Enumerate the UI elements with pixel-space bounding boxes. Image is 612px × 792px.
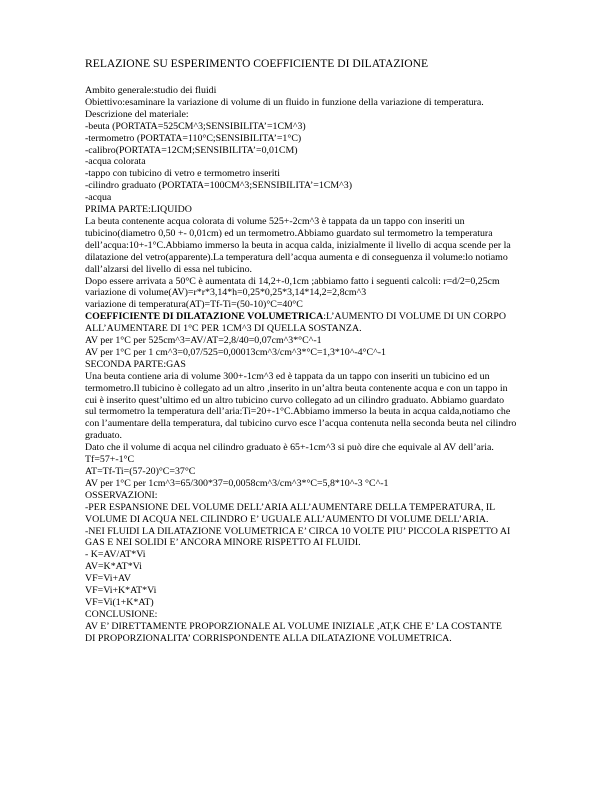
text-line: sul termometro la temperatura dell’aria:Ti=20+-1°C.Abbiamo immerso la beuta in acqua calda,notiamo che [85, 406, 511, 418]
text-line [85, 311, 555, 323]
text-line: AV E’ DIRETTAMENTE PROPORZIONALE AL VOLUME INIZIALE ,AT,K CHE E’ LA COSTANTE [85, 620, 502, 632]
text-line: variazione di temperatura(AT)=Tf-Ti=(50-10)°C=40°C [85, 299, 303, 311]
text-line: termometro.Il tubicino è collegato ad un altro ,inserito in un’altra beuta contenente acqua e con un tappo in [85, 382, 508, 394]
text-line: VF=Vi+K*AT*Vi [85, 585, 157, 597]
text-line: AV per 1°C per 525cm^3=AV/AT=2,8/40=0,07cm^3*°C^-1 [85, 335, 322, 347]
text-line: AV=K*AT*Vi [85, 561, 142, 573]
text-line: AV per 1°C per 1 cm^3=0,07/525=0,00013cm^3/cm^3*°C=1,3*10^-4°C^-1 [85, 346, 386, 358]
text-line: dall’alzarsi del livello di essa nel tubicino. [85, 263, 253, 275]
text-line: Una beuta contiene aria di volume 300+-1cm^3 ed è tappata da un tappo con inseriti un tubicino ed un [85, 370, 490, 382]
text-line: dell’acqua:10+-1°C.Abbiamo immerso la beuta in acqua calda, inizialmente il livello di acqua scende per la [85, 239, 511, 251]
text-line: -cilindro graduato (PORTATA=100CM^3;SENSIBILITA’=1CM^3) [85, 180, 353, 192]
text-line: AV per 1°C per 1cm^3=65/300*37=0,0058cm^3/cm^3*°C=5,8*10^-3 °C^-1 [85, 477, 389, 489]
text-line: Descrizione del materiale: [85, 108, 189, 120]
text-line: dilatazione del vetro(apparente).La temperatura dell’acqua aumenta e di conseguenza il volume:lo notiamo [85, 251, 508, 263]
definition-text: :L’AUMENTO DI VOLUME DI UN CORPO [323, 311, 507, 323]
bold-term: COEFFICIENTE DI DILATAZIONE VOLUMETRICA [85, 311, 324, 323]
text-line: graduato. [85, 430, 123, 442]
text-line: DI PROPORZIONALITA’ CORRISPONDENTE ALLA DILATAZIONE VOLUMETRICA. [85, 632, 452, 644]
text-line: AT=Tf-Ti=(57-20)°C=37°C [85, 466, 196, 477]
text-line: variazione di volume(AV)=r*r*3,14*h=0,25*0,25*3,14*14,2=2,8cm^3 [85, 287, 367, 299]
text-line: cui è inserito quest’ultimo ed un altro tubicino curvo collegato ad un cilindro graduato. Abbiamo guardato [85, 394, 505, 406]
text-line: GAS E NEI SOLIDI E’ ANCORA MINORE RISPETTO AI FLUIDI. [85, 537, 361, 549]
text-line: Obiettivo:esaminare la variazione di volume di un fluido in funzione della variazione di temperatura. [85, 96, 484, 108]
document-title: RELAZIONE SU ESPERIMENTO COEFFICIENTE DI DILATAZIONE [85, 57, 429, 70]
text-line: ALL’AUMENTARE DI 1°C PER 1CM^3 DI QUELLA SOSTANZA. [85, 323, 362, 335]
document-body [85, 85, 555, 645]
text-line: tubicino(diametro 0,50 +- 0,01cm) ed un termometro.Abbiamo guardato sul termometro la temperatura [85, 227, 493, 239]
text-line: -NEI FLUIDI LA DILATAZIONE VOLUMETRICA E’ CIRCA 10 VOLTE PIU’ PICCOLA RISPETTO AI [85, 525, 511, 537]
text-line: -calibro(PORTATA=12CM;SENSIBILITA’=0,01CM) [85, 144, 298, 156]
text-line: CONCLUSIONE: [85, 608, 158, 620]
text-line: Dato che il volume di acqua nel cilindro graduato è 65+-1cm^3 si può dire che equivale al AV dell’aria. [85, 442, 494, 454]
text-line: -PER ESPANSIONE DEL VOLUME DELL’ARIA ALL’AUMENTARE DELLA TEMPERATURA, IL [85, 501, 496, 513]
text-line: Tf=57+-1°C [85, 454, 135, 466]
text-line: -tappo con tubicino di vetro e termometro inseriti [85, 168, 280, 180]
text-line: -acqua colorata [85, 156, 146, 168]
text-line: PRIMA PARTE:LIQUIDO [85, 204, 192, 216]
text-line: VF=Vi(1+K*AT) [85, 596, 154, 608]
text-line: VF=Vi+AV [85, 573, 132, 585]
text-line: La beuta contenente acqua colorata di volume 525+-2cm^3 è tappata da un tappo con inseriti un [85, 215, 465, 227]
text-line: con l’aumentare della temperatura, dal tubicino curvo esce l’acqua contenuta nella seconda beuta nel cilindro [85, 418, 517, 430]
text-line: Dopo essere arrivata a 50°C è aumentata di 14,2+-0,1cm ;abbiamo fatto i seguenti calcoli: r=d/2=0,25cm [85, 275, 500, 287]
text-line: -termometro (PORTATA=110°C;SENSIBILITA’=1°C) [85, 132, 302, 144]
text-line: -acqua [85, 192, 112, 204]
text-line: OSSERVAZIONI: [85, 489, 158, 501]
text-line: SECONDA PARTE:GAS [85, 358, 186, 370]
text-line: -beuta (PORTATA=525CM^3;SENSIBILITA’=1CM^3) [85, 120, 306, 132]
text-line: VOLUME DI ACQUA NEL CILINDRO E’ UGUALE ALL’AUMENTO DI VOLUME DELL’ARIA. [85, 513, 489, 525]
text-line: Ambito generale:studio dei fluidi [85, 85, 217, 96]
text-line: - K=AV/AT*Vi [85, 549, 146, 561]
